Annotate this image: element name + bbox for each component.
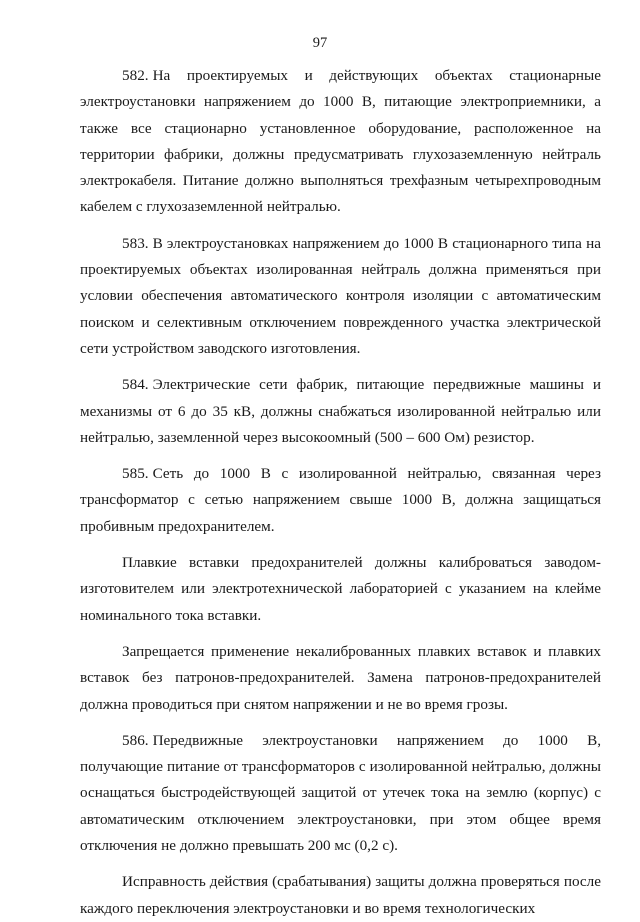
paragraph-number: 585. <box>122 465 149 483</box>
paragraph-text: Сеть до 1000 В с изолированной нейтралью, связанная через трансформатор с сетью напряжением свыше 1000 В, должна защищаться пробивным предохранителем. <box>80 465 601 535</box>
paragraph-fuse-prohibition <box>80 639 601 718</box>
paragraph-number: 584. <box>122 376 149 394</box>
paragraph-585 <box>80 461 601 540</box>
paragraph-text: В электроустановках напряжением до 1000 В стационарного типа на проектируемых объектах изолированная нейтраль должна применяться при условии обеспечения автоматического контроля изоляции с автоматическим поиском и селективным отключением поврежденного участка электрической сети устройством заводского изготовления. <box>80 234 601 357</box>
paragraph-protection-check <box>80 869 601 922</box>
body-text <box>80 63 601 922</box>
paragraph-583 <box>80 231 601 362</box>
paragraph-text: Плавкие вставки предохранителей должны калиброваться заводом-изготовителем или электротехнической лабораторией с указанием на клейме номинального тока вставки. <box>80 554 601 624</box>
paragraph-fuse-calibration <box>80 550 601 629</box>
page-number: 97 <box>312 35 328 51</box>
paragraph-number: 582. <box>122 67 149 84</box>
paragraph-number: 586. <box>122 731 149 749</box>
paragraph-number: 583. <box>122 234 149 252</box>
paragraph-586 <box>80 728 601 859</box>
paragraph-text: Запрещается применение некалиброванных плавких вставок и плавких вставок без патронов-предохранителей. Замена патронов-предохранителей должна проводиться при снятом напряжении и не во время грозы. <box>80 642 601 713</box>
paragraph-text: Электрические сети фабрик, питающие передвижные машины и механизмы от 6 до 35 кВ, должны снабжаться изолированной нейтралью или нейтралью, заземленной через высокоомный (500 – 600 Ом) резистор. <box>80 376 601 446</box>
paragraph-582 <box>80 63 601 221</box>
paragraph-text: На проектируемых и действующих объектах стационарные электроустановки напряжением до 1000 В, питающие электроприемники, а также все стационарно установленное оборудование, расположенное на территории фабрики, должны предусматривать глухозаземленную нейтраль электрокабеля. Питание должно выполняться трехфазным четырехпроводным кабелем с глухозаземленной нейтралью. <box>80 67 601 216</box>
paragraph-text: Передвижные электроустановки напряжением до 1000 В, получающие питание от трансформаторов с изолированной нейтралью, должны оснащаться быстродействующей защитой от утечек тока на землю (корпус) с автоматическим отключением электроустановки, при этом общее время отключения не должно превышать 200 мс (0,2 с). <box>80 731 601 855</box>
paragraph-584 <box>80 372 601 451</box>
paragraph-text: Исправность действия (срабатывания) защиты должна проверяться после каждого переключения электроустановки и во время технологических <box>80 873 601 917</box>
